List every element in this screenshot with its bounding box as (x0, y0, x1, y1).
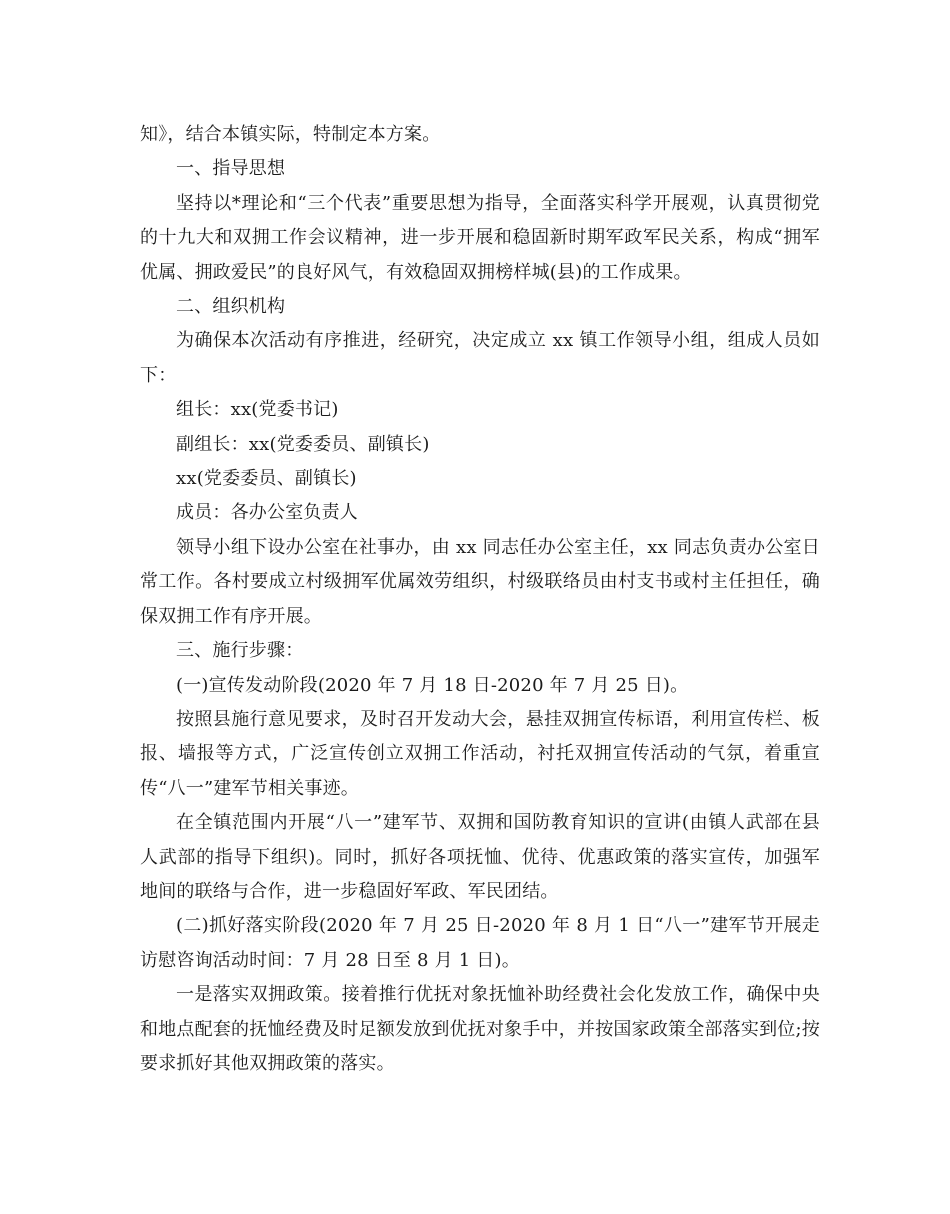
paragraph-organization-intro: 为确保本次活动有序推进，经研究，决定成立 xx 镇工作领导小组，组成人员如下： (140, 330, 820, 386)
paragraph-guiding-ideology: 坚持以*理论和“三个代表”重要思想为指导，全面落实科学开展观，认真贯彻党的十九大和双拥工作会议精神，进一步开展和稳固新时期军政军民关系，构成“拥军优属、拥政爱民”的良好风气，有效稳固双拥榜样城(县)的工作成果。 (140, 192, 820, 283)
paragraph-publicity-2: 在全镇范围内开展“八一”建军节、双拥和国防教育知识的宣讲(由镇人武部在县人武部的指导下组织)。同时，抓好各项抚恤、优待、优惠政策的落实宣传，加强军地间的联络与合作，进一步稳固好军政、军民团结。 (140, 812, 820, 902)
paragraph-group-leader: 组长：xx(党委书记) (176, 399, 339, 421)
paragraph-continuation: 知》，结合本镇实际，特制定本方案。 (140, 124, 441, 145)
paragraph-deputy-leader-2: xx(党委委员、副镇长) (176, 468, 357, 490)
paragraph-publicity-1: 按照县施行意见要求，及时召开发动大会，悬挂双拥宣传标语，利用宣传栏、板报、墙报等方式，广泛宣传创立双拥工作活动，衬托双拥宣传活动的气氛，着重宣传“八一”建军节相关事迹。 (140, 708, 820, 799)
subheading-implementation-stage: (二)抓好落实阶段(2020 年 7 月 25 日-2020 年 8 月 1 日“八一”建军节开展走访慰咨询活动时间：7 月 28 日至 8 月 1 日)。 (140, 915, 820, 971)
heading-guiding-ideology: 一、指导思想 (176, 158, 286, 180)
subheading-publicity-stage: (一)宣传发动阶段(2020 年 7 月 18 日-2020 年 7 月 25 日)。 (176, 674, 689, 696)
paragraph-implementation-1: 一是落实双拥政策。接着推行优抚对象抚恤补助经费社会化发放工作，确保中央和地点配套的抚恤经费及时足额发放到优抚对象手中，并按国家政策全部落实到位;按要求抓好其他双拥政策的落实。 (140, 984, 820, 1074)
heading-organization: 二、组织机构 (176, 296, 286, 318)
paragraph-members: 成员：各办公室负责人 (176, 502, 358, 524)
paragraph-deputy-leader: 副组长：xx(党委委员、副镇长) (176, 433, 430, 455)
heading-implementation-steps: 三、施行步骤： (176, 640, 304, 662)
document-body (140, 118, 820, 1081)
paragraph-office: 领导小组下设办公室在社事办，由 xx 同志任办公室主任，xx 同志负责办公室日常工作。各村要成立村级拥军优属效劳组织，村级联络员由村支书或村主任担任，确保双拥工作有序开展。 (140, 536, 820, 627)
